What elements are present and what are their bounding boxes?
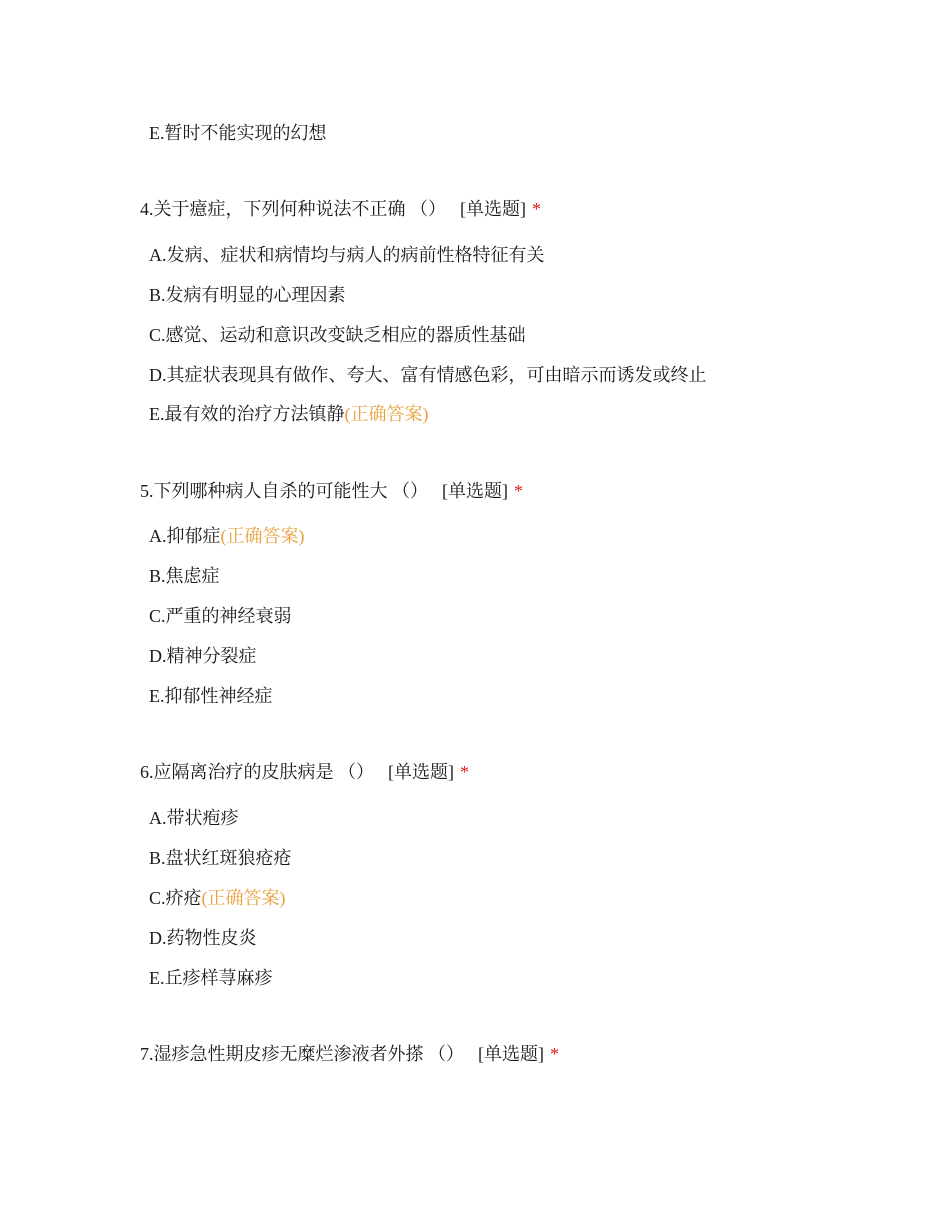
option-q4-c [149,322,526,348]
option-q4-d [149,362,707,388]
question-text: 4.关于癔症，下列何种说法不正确 （） [140,199,446,219]
option-q4-e [149,401,429,427]
question-text: 7.湿疹急性期皮疹无糜烂渗液者外搽 （） [140,1044,464,1064]
option-q5-a [149,523,305,549]
option-text: C.严重的神经衰弱 [149,606,292,626]
question-6-title [140,759,469,785]
question-7-title [140,1041,559,1067]
option-text: E.最有效的治疗方法镇静 [149,404,345,424]
question-text: 5.下列哪种病人自杀的可能性大 （） [140,481,428,501]
option-q5-e [149,683,273,709]
required-marker: * [514,481,523,501]
option-text: B.盘状红斑狼疮疮 [149,848,292,868]
option-q3-e [149,120,327,146]
option-text: E.抑郁性神经症 [149,686,273,706]
required-marker: * [532,199,541,219]
correct-answer-marker: (正确答案) [220,526,305,546]
question-5-title [140,478,523,504]
option-q5-d [149,643,257,669]
option-text: C.疥疮 [149,888,202,908]
option-text: A.带状疱疹 [149,808,239,828]
required-marker: * [550,1044,559,1064]
option-text: E.丘疹样荨麻疹 [149,968,273,988]
option-q5-b [149,563,220,589]
option-q6-a [149,805,239,831]
question-type-label: [单选题] [478,1044,544,1064]
option-text: B.发病有明显的心理因素 [149,285,346,305]
option-q4-a [149,242,545,268]
option-q4-b [149,282,346,308]
option-text: D.药物性皮炎 [149,928,257,948]
option-text: D.其症状表现具有做作、夸大、富有情感色彩，可由暗示而诱发或终止 [149,365,707,385]
option-q6-c [149,885,286,911]
correct-answer-marker: (正确答案) [201,888,286,908]
option-q6-e [149,965,273,991]
option-q5-c [149,603,292,629]
question-type-label: [单选题] [388,762,454,782]
option-text: E.暂时不能实现的幻想 [149,123,327,143]
question-type-label: [单选题] [442,481,508,501]
question-text: 6.应隔离治疗的皮肤病是 （） [140,762,374,782]
option-text: D.精神分裂症 [149,646,257,666]
option-q6-b [149,845,292,871]
question-4-title [140,196,541,222]
option-text: A.发病、症状和病情均与病人的病前性格特征有关 [149,245,545,265]
option-text: A.抑郁症 [149,526,221,546]
required-marker: * [460,762,469,782]
option-q6-d [149,925,257,951]
correct-answer-marker: (正确答案) [344,404,429,424]
option-text: C.感觉、运动和意识改变缺乏相应的器质性基础 [149,325,526,345]
option-text: B.焦虑症 [149,566,220,586]
question-type-label: [单选题] [460,199,526,219]
